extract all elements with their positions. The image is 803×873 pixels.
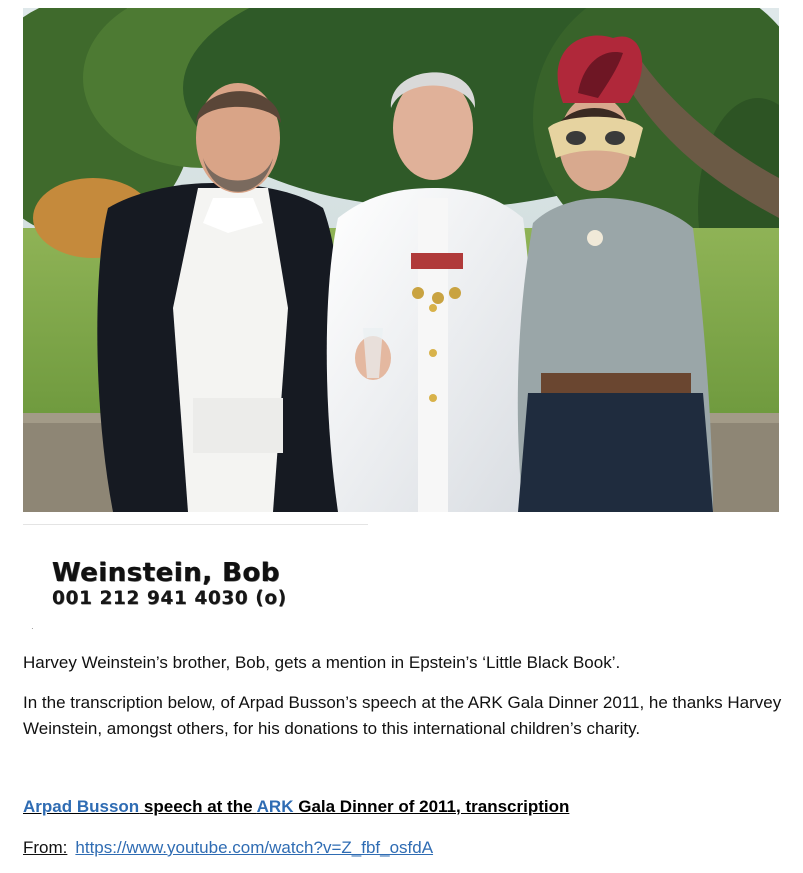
address-book-phone: 001 212 941 4030 (o) (52, 588, 287, 609)
transcription-note-paragraph: In the transcription below, of Arpad Busson’s speech at the ARK Gala Dinner 2011, he thanks Harvey Weinstein, amongst others, for his donations to this international children’s charity. (23, 693, 782, 738)
group-photo (23, 8, 779, 512)
stray-mark: · (31, 624, 34, 633)
heading-text-2: Gala Dinner of 2011, transcription (293, 797, 570, 816)
address-book-name: Weinstein, Bob (52, 558, 280, 588)
heading-text-1: speech at the (139, 797, 257, 816)
source-line (23, 836, 433, 860)
transcription-heading (23, 795, 569, 819)
arpad-busson-link[interactable]: Arpad Busson (23, 797, 140, 816)
address-book-entry (52, 558, 312, 610)
intro-paragraph: Harvey Weinstein’s brother, Bob, gets a mention in Epstein’s ‘Little Black Book’. (23, 653, 621, 672)
ark-link[interactable]: ARK (256, 797, 294, 816)
source-url-link[interactable]: https://www.youtube.com/watch?v=Z_fbf_osfdA (75, 838, 434, 857)
source-label: From: (23, 838, 68, 857)
photo-divider (23, 524, 368, 525)
